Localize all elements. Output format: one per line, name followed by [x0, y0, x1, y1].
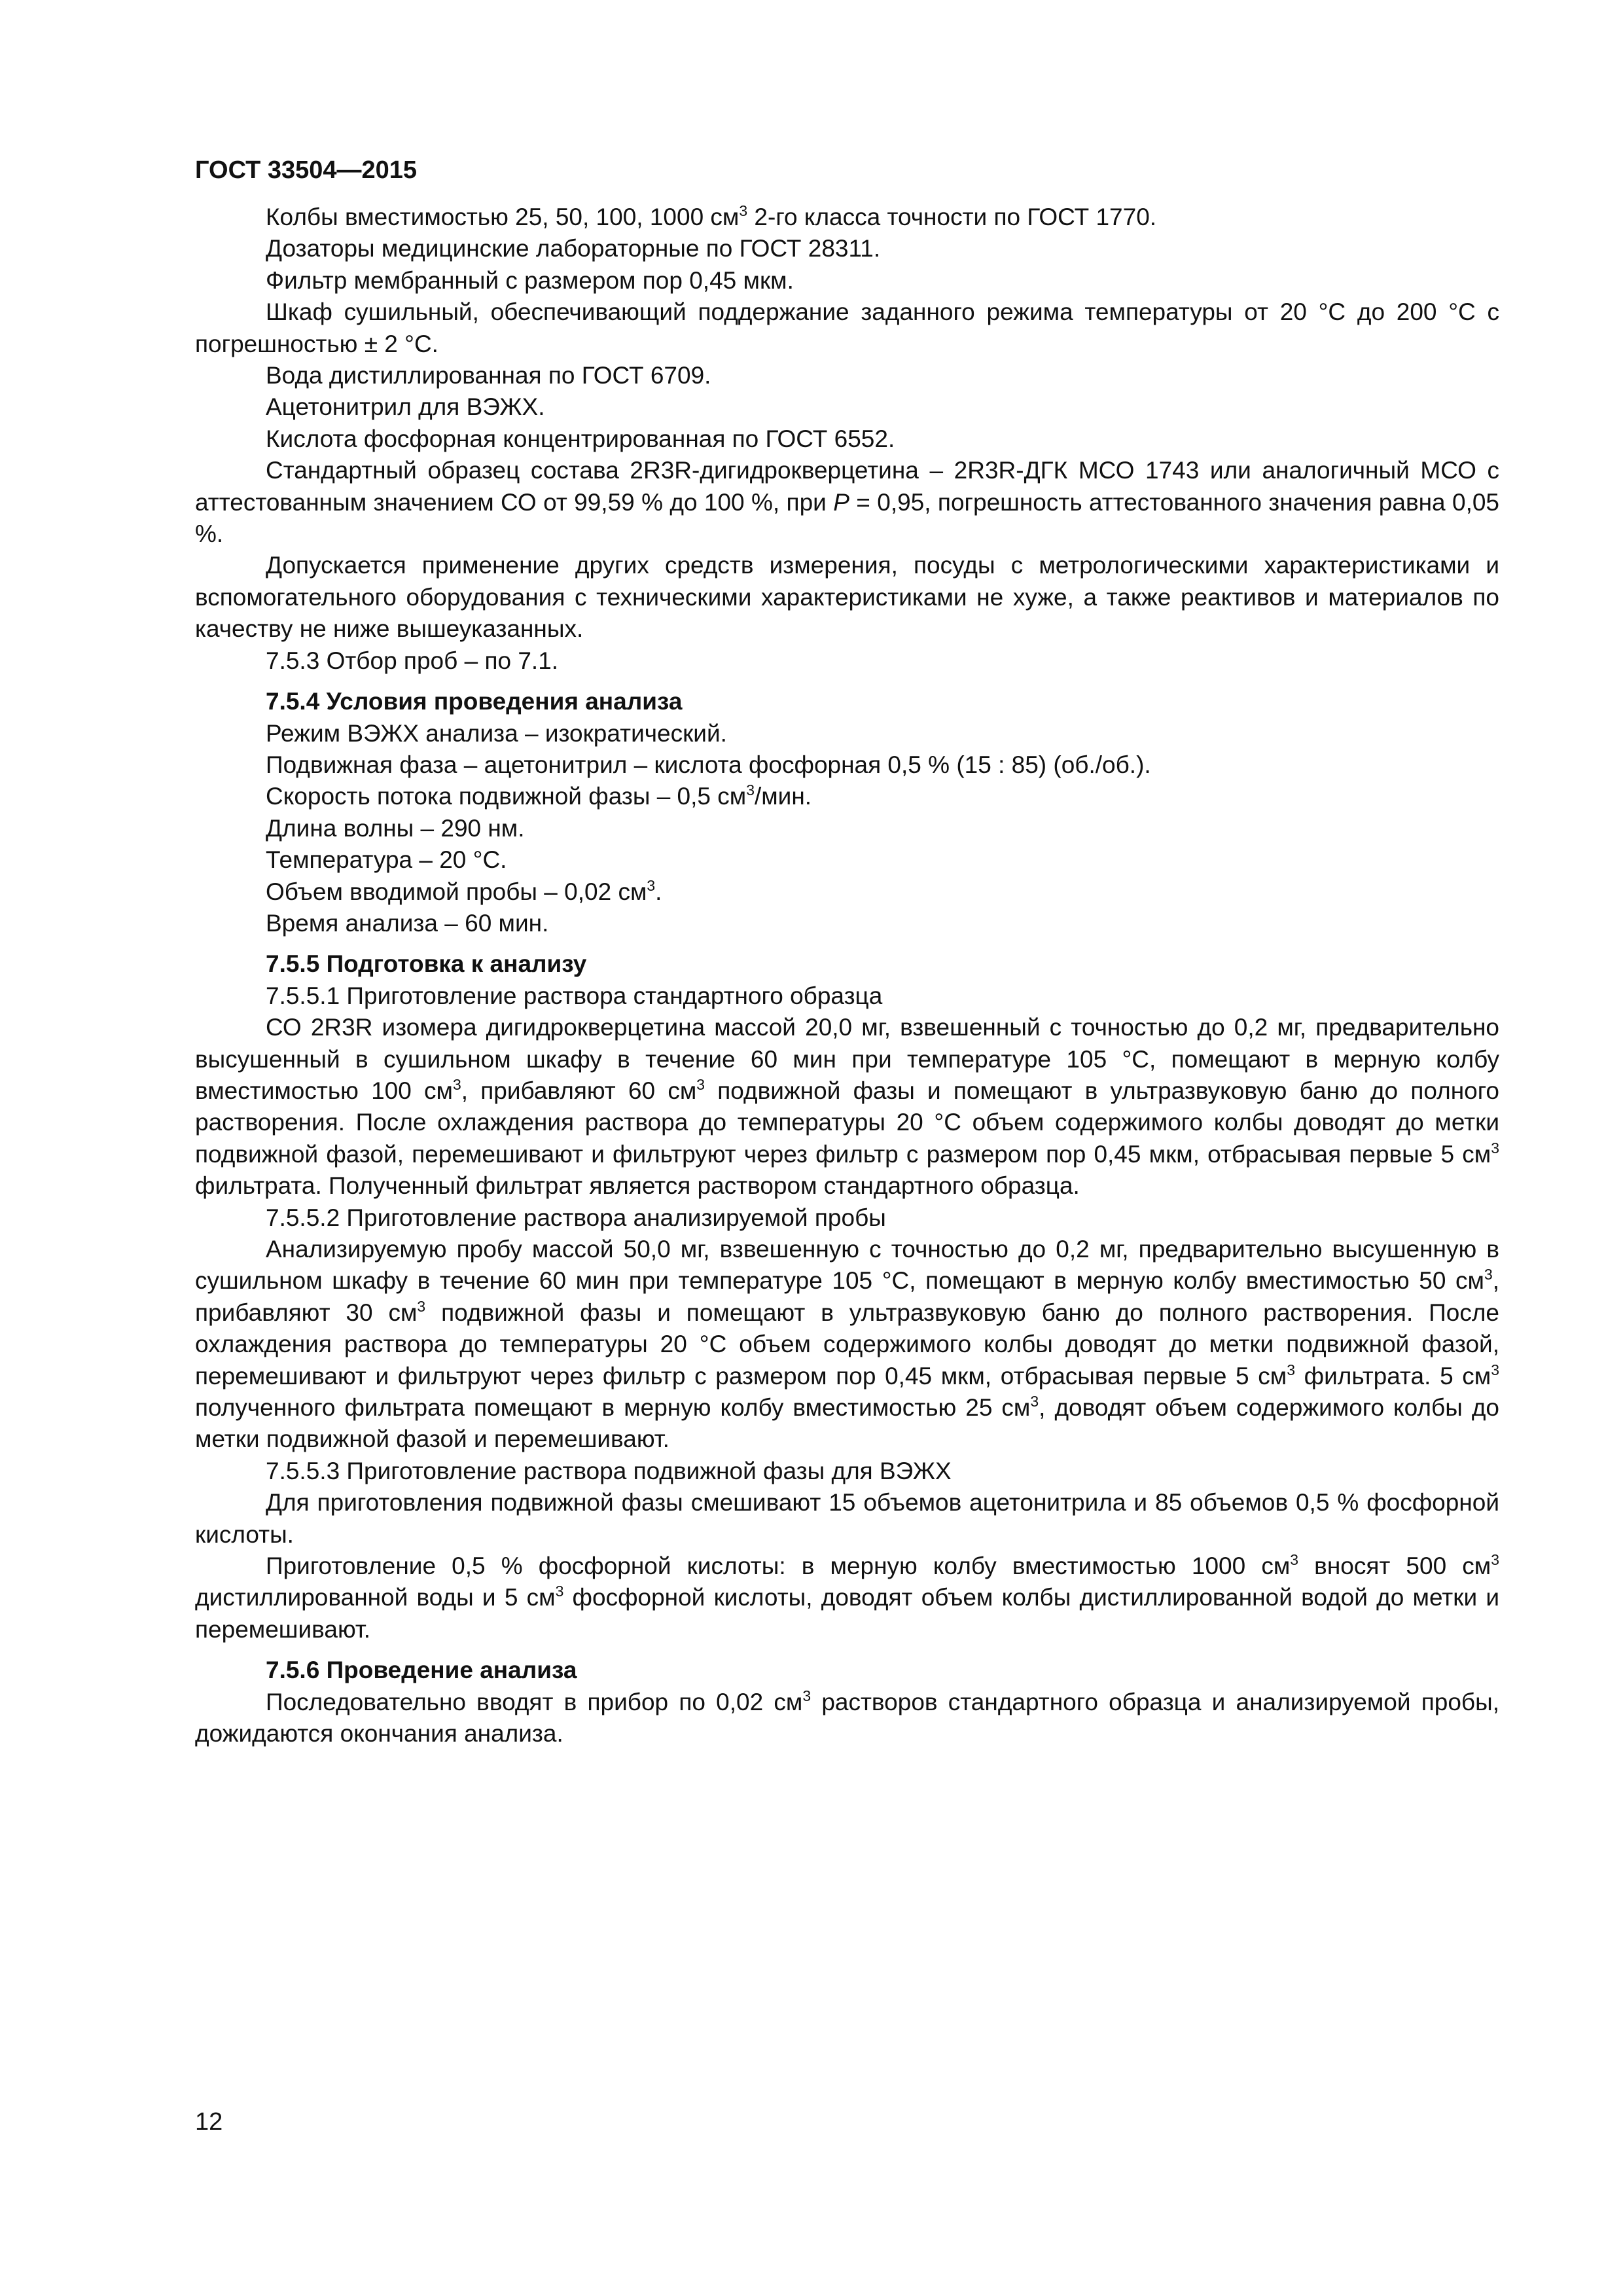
- paragraph-injection-volume: Объем вводимой пробы – 0,02 $см^3$.: [266, 876, 662, 905]
- paragraph-flasks: Колбы вместимостью 25, 50, 100, 1000 $см^3$ 2-го класса точности по ГОСТ 1770.: [266, 202, 1157, 230]
- paragraph-filter: Фильтр мембранный с размером пор 0,45 мкм.: [266, 266, 794, 294]
- paragraph-analysis-procedure: Последовательно вводят в прибор по 0,02 $см^3$ растворов стандартного образца и анализируемой пробы, дожидаются окончания анализа.: [195, 1687, 1499, 1748]
- section-heading-7-5-4: 7.5.4 Условия проведения анализа: [266, 688, 683, 715]
- paragraph-phosphoric-acid: Кислота фосфорная концентрированная по ГОСТ 6552.: [266, 425, 895, 452]
- paragraph-flow-rate: Скорость потока подвижной фазы – 0,5 $см^3$/мин.: [266, 781, 812, 810]
- paragraph-acid-prep: Приготовление 0,5 % фосфорной кислоты: в мерную колбу вместимостью 1000 $см^3$ вносят 500 $см^3$ дистиллированной воды и 5 $см^3$ фосфорной кислоты, доводят объем колбы дистиллированной водой до метки и перемешивают.: [195, 1551, 1499, 1643]
- paragraph-sampling: 7.5.3 Отбор проб – по 7.1.: [266, 647, 559, 674]
- paragraph-drying-cabinet: Шкаф сушильный, обеспечивающий поддержание заданного режима температуры от 20 °С до 200 °С с погрешностью ± 2 °С.: [195, 298, 1499, 357]
- paragraph-standard-solution: СО 2R3R изомера дигидрокверцетина массой 20,0 мг, взвешенный с точностью до 0,2 мг, предварительно высушенный в сушильном шкафу в течение 60 мин при температуре 105 °С, помещают в мерную колбу вместимостью 100 $см^3$, прибавляют 60 $см^3$ подвижной фазы и помещают в ультразвуковую баню до полного растворения. После охлаждения раствора до температуры 20 °С объем содержимого колбы доводят до метки подвижной фазой, перемешивают и фильтруют через фильтр с размером пор 0,45 мкм, отбрасывая первые 5 $см^3$ фильтрата. Полученный фильтрат является раствором стандартного образца.: [195, 1014, 1500, 1200]
- document-header: ГОСТ 33504—2015: [195, 156, 418, 184]
- document-body: [195, 202, 1499, 1750]
- paragraph-mobile-phase-prep: Для приготовления подвижной фазы смешивают 15 объемов ацетонитрила и 85 объемов 0,5 % фосфорной кислоты.: [195, 1489, 1499, 1548]
- paragraph-standard-sample: Стандартный образец состава 2R3R-дигидрокверцетина – 2R3R-ДГК МСО 1743 или аналогичный МСО с аттестованным значением СО от 99,59 % до 100 %, при P = 0,95, погрешность аттестованного значения равна 0,05 %.: [195, 457, 1500, 548]
- paragraph-hplc-mode: Режим ВЭЖХ анализа – изократический.: [266, 719, 727, 747]
- paragraph-wavelength: Длина волны – 290 нм.: [266, 814, 525, 842]
- section-heading-7-5-6: 7.5.6 Проведение анализа: [266, 1657, 577, 1684]
- paragraph-analysis-time: Время анализа – 60 мин.: [266, 909, 549, 937]
- paragraph-sample-solution: Анализируемую пробу массой 50,0 мг, взвешенную с точностью до 0,2 мг, предварительно высушенную в сушильном шкафу в течение 60 мин при температуре 105 °С, помещают в мерную колбу вместимостью 50 $см^3$, прибавляют 30 $см^3$ подвижной фазы и помещают в ультразвуковую баню до полного растворения. После охлаждения раствора до температуры 20 °С объем содержимого колбы доводят до метки подвижной фазой, перемешивают и фильтруют через фильтр с размером пор 0,45 мкм, отбрасывая первые 5 $см^3$ фильтрата. 5 $см^3$ полученного фильтрата помещают в мерную колбу вместимостью 25 $см^3$, доводят объем содержимого колбы до метки подвижной фазой и перемешивают.: [195, 1236, 1499, 1453]
- section-heading-7-5-5: 7.5.5 Подготовка к анализу: [266, 950, 587, 978]
- paragraph-dispensers: Дозаторы медицинские лабораторные по ГОСТ 28311.: [266, 235, 881, 262]
- paragraph-mobile-phase: Подвижная фаза – ацетонитрил – кислота фосфорная 0,5 % (15 : 85) (об./об.).: [266, 751, 1151, 778]
- subsection-7-5-5-2: 7.5.5.2 Приготовление раствора анализируемой пробы: [266, 1204, 886, 1231]
- paragraph-temperature: Температура – 20 °С.: [266, 846, 507, 874]
- page-number: 12: [195, 2108, 223, 2136]
- paragraph-water: Вода дистиллированная по ГОСТ 6709.: [266, 362, 711, 389]
- subsection-7-5-5-1: 7.5.5.1 Приготовление раствора стандартного образца: [266, 982, 883, 1009]
- subsection-7-5-5-3: 7.5.5.3 Приготовление раствора подвижной фазы для ВЭЖХ: [266, 1457, 952, 1484]
- paragraph-acetonitrile: Ацетонитрил для ВЭЖХ.: [266, 393, 545, 421]
- paragraph-alternatives: Допускается применение других средств измерения, посуды с метрологическими характеристиками и вспомогательного оборудования с техническими характеристиками не хуже, а также реактивов и материалов по качеству не ниже вышеуказанных.: [195, 552, 1499, 643]
